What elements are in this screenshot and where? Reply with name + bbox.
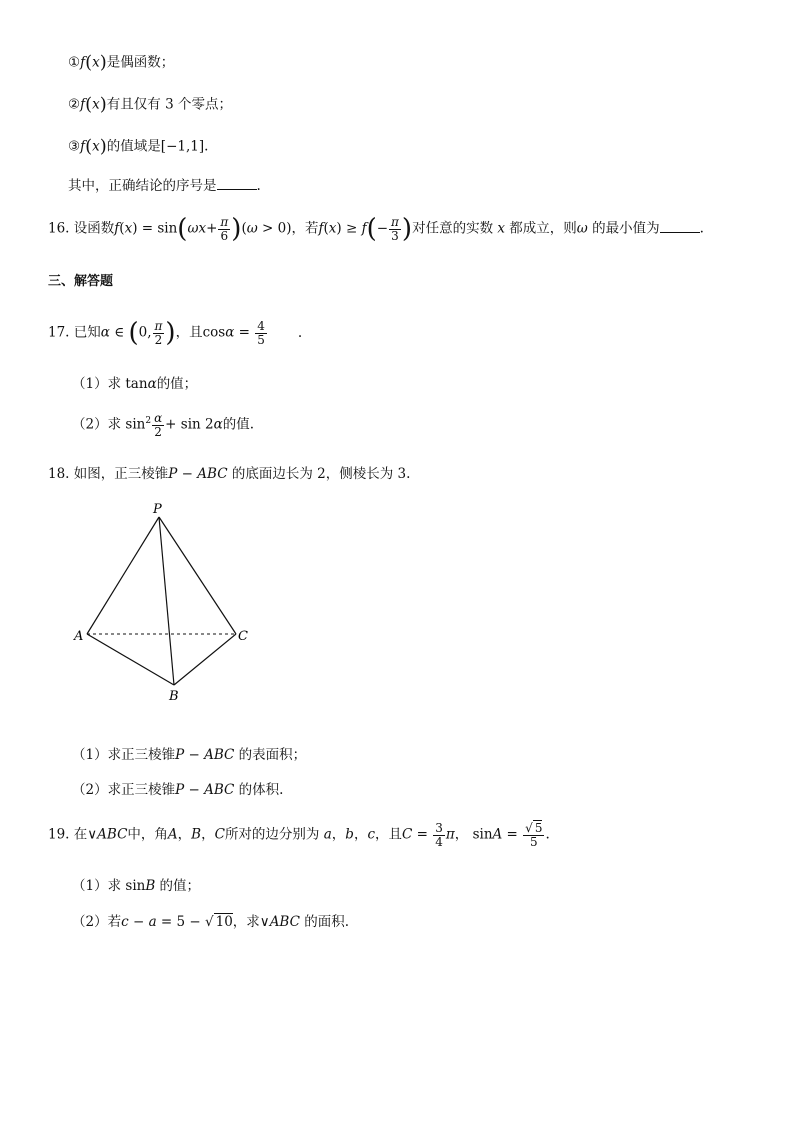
q18-statement: 18. 如图，正三棱锥P − ABC 的底面边长为 2，侧棱长为 3. [48, 466, 411, 482]
q18-part-1: （1）求正三棱锥P − ABC 的表面积； [72, 747, 307, 763]
edge-pa [87, 517, 159, 634]
answer-blank[interactable] [660, 220, 700, 233]
q15-conclusion: 其中，正确结论的序号是 . [68, 178, 261, 194]
label-b: B [169, 689, 179, 704]
edge-pc [159, 517, 236, 634]
label-c: C [238, 629, 248, 644]
q15-item-3: ③f(x)的值域是[−1,1]. [68, 136, 209, 157]
edge-pb [159, 517, 174, 685]
pyramid-figure [60, 500, 270, 710]
q15-item-2: ②f(x)有且仅有 3 个零点； [68, 94, 232, 115]
q19-statement: 19. 在∨ABC中，角A，B，C所对的边分别为 a，b，c，且C = $\frac{3}{4}$ π， sinA = $\frac{√ 5}{5}$ . [48, 821, 550, 849]
label-p: P [153, 502, 162, 517]
q19-part-2: （2）若c − a = 5 − √ 10，求∨ABC 的面积. [72, 914, 350, 930]
q17-part-2: （2）求 $\sin^2$ $\frac{\alpha}{2}$ + sin 2α的值. [72, 411, 255, 439]
label-a: A [74, 629, 84, 644]
q17-statement: 17. 已知α ∈ (0, $\frac{\pi}{2}$ )，且cosα = $\frac{4}{5}$ . [48, 318, 303, 349]
q16-statement: 16. 设函数f(x) = sin(ωx+ $\frac{\pi}{6}$ )(ω > 0)，若f(x) ≥ f(− $\frac{\pi}{3}$ )对任意的实数 x 都成立，则ω 的最小值为 . [48, 214, 704, 245]
q17-part-1: （1）求 tanα的值； [72, 376, 198, 392]
q19-part-1: （1）求 sinB 的值； [72, 878, 201, 894]
section-title: 三、解答题 [48, 274, 114, 289]
answer-blank[interactable] [217, 177, 257, 190]
q18-part-2: （2）求正三棱锥P − ABC 的体积. [72, 782, 284, 798]
edge-ab [87, 634, 174, 685]
q15-item-1: ①f(x)是偶函数； [68, 52, 175, 73]
edge-cb [174, 634, 236, 685]
